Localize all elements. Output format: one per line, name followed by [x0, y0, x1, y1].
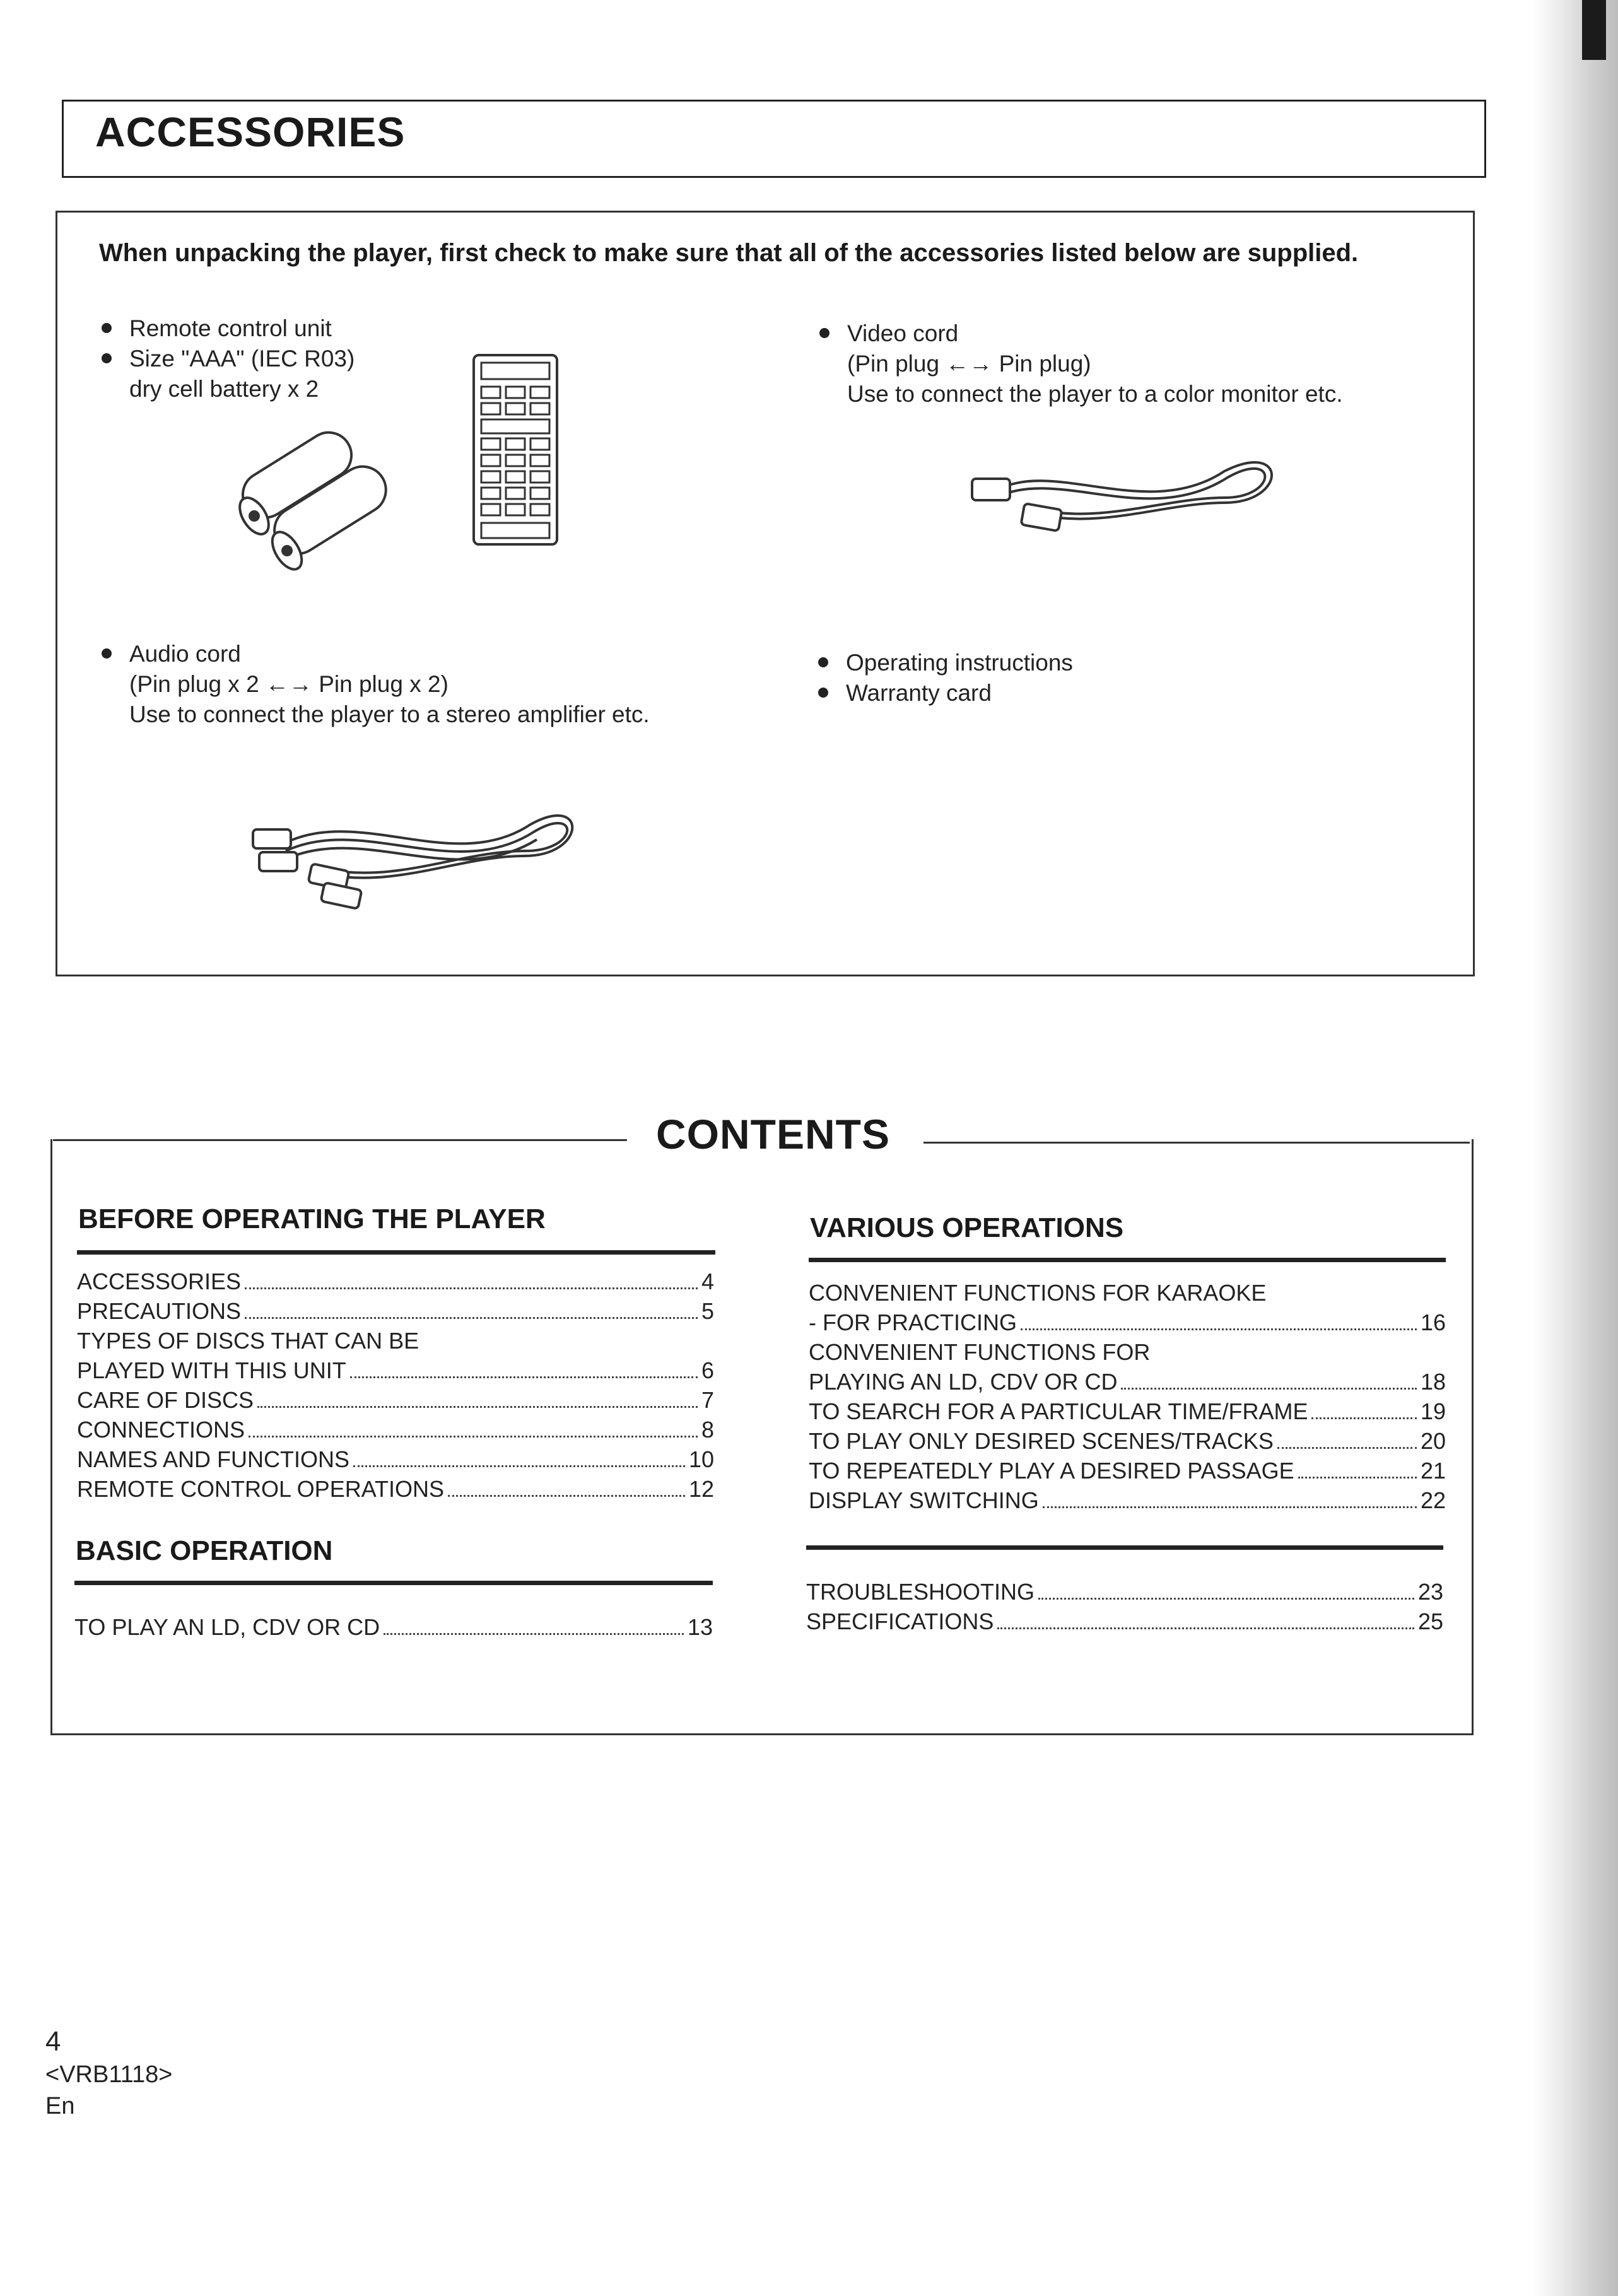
item-video-cord-use: Use to connect the player to a color monitor etc.: [847, 381, 1343, 407]
item-warranty-card: [818, 678, 992, 708]
item-audio-cord-spec: (Pin plug x 2 ←→ Pin plug x 2): [129, 671, 448, 697]
toc-entry: TO SEARCH FOR A PARTICULAR TIME/FRAME 19: [809, 1398, 1446, 1424]
toc-entry: TO REPEATEDLY PLAY A DESIRED PASSAGE 21: [809, 1458, 1446, 1484]
toc-entry: TO PLAY AN LD, CDV OR CD 13: [74, 1614, 713, 1640]
item-audio-cord-label: Audio cord: [129, 641, 241, 667]
bullet-icon: [102, 353, 112, 363]
section-heading-basic-operation: BASIC OPERATION: [76, 1535, 333, 1566]
toc-basic-operation: [74, 1612, 713, 1642]
bullet-icon: [819, 328, 830, 338]
bullet-icon: [818, 688, 828, 698]
item-warranty-card-label: Warranty card: [846, 680, 992, 706]
accessories-panel: [56, 211, 1475, 976]
audio-cord-illustration: [234, 793, 600, 913]
item-remote-label: Remote control unit: [129, 315, 332, 341]
toc-entry: TYPES OF DISCS THAT CAN BE: [77, 1328, 419, 1354]
toc-entry: PRECAUTIONS 5: [77, 1298, 714, 1324]
toc-entry: DISPLAY SWITCHING 22: [809, 1487, 1446, 1513]
toc-entry: PLAYING AN LD, CDV OR CD 18: [809, 1369, 1446, 1395]
item-video-cord-spec: (Pin plug ←→ Pin plug): [847, 351, 1091, 377]
bullet-icon: [818, 657, 828, 667]
remote-control-illustration: [471, 353, 560, 548]
toc-entry: TO PLAY ONLY DESIRED SCENES/TRACKS 20: [809, 1428, 1446, 1454]
item-video-cord: [819, 319, 958, 349]
language-code: En: [45, 2093, 75, 2119]
battery-illustration: [215, 427, 411, 578]
toc-entry: - FOR PRACTICING 16: [809, 1309, 1446, 1335]
section-rule: [806, 1545, 1443, 1550]
item-battery-line2: dry cell battery x 2: [129, 376, 319, 402]
toc-various-operations: [809, 1278, 1446, 1515]
section-heading-various-operations: VARIOUS OPERATIONS: [810, 1212, 1124, 1243]
item-operating-instructions-label: Operating instructions: [846, 650, 1073, 676]
section-heading-before-operating: BEFORE OPERATING THE PLAYER: [78, 1204, 546, 1234]
toc-entry: REMOTE CONTROL OPERATIONS 12: [77, 1476, 714, 1502]
toc-other: [806, 1577, 1443, 1636]
toc-before-operating: [77, 1267, 714, 1504]
document-code: <VRB1118>: [45, 2061, 173, 2088]
section-rule: [77, 1250, 715, 1255]
item-audio-cord: [102, 639, 241, 669]
toc-entry: NAMES AND FUNCTIONS 10: [77, 1446, 714, 1472]
bullet-icon: [102, 323, 112, 333]
accessories-title-box: [62, 100, 1486, 178]
section-rule: [809, 1258, 1446, 1262]
item-remote: [102, 313, 332, 344]
section-rule: [74, 1581, 713, 1585]
toc-entry: CONVENIENT FUNCTIONS FOR KARAOKE: [809, 1280, 1267, 1306]
toc-entry: CONNECTIONS 8: [77, 1417, 714, 1443]
contents-title: CONTENTS: [656, 1111, 890, 1157]
scan-edge-shadow: [1533, 0, 1618, 2296]
video-cord-illustration: [959, 446, 1300, 547]
item-video-cord-label: Video cord: [847, 320, 959, 346]
toc-entry: SPECIFICATIONS 25: [806, 1608, 1443, 1634]
bullet-icon: [102, 648, 112, 659]
item-audio-cord-use: Use to connect the player to a stereo amplifier etc.: [129, 701, 650, 727]
toc-entry: CONVENIENT FUNCTIONS FOR: [809, 1339, 1151, 1365]
toc-entry: TROUBLESHOOTING 23: [806, 1579, 1443, 1605]
scan-edge-mark: [1582, 0, 1606, 60]
item-operating-instructions: [818, 648, 1073, 678]
accessories-title: ACCESSORIES: [95, 108, 406, 155]
accessories-intro: When unpacking the player, first check to make sure that all of the accessories listed below are supplied.: [99, 239, 1359, 267]
toc-entry: CARE OF DISCS 7: [77, 1387, 714, 1413]
toc-entry: PLAYED WITH THIS UNIT 6: [77, 1357, 714, 1383]
item-battery-line1: Size "AAA" (IEC R03): [129, 346, 355, 372]
page-number: 4: [45, 2026, 61, 2057]
toc-entry: ACCESSORIES 4: [77, 1268, 714, 1294]
item-battery: [102, 344, 355, 374]
